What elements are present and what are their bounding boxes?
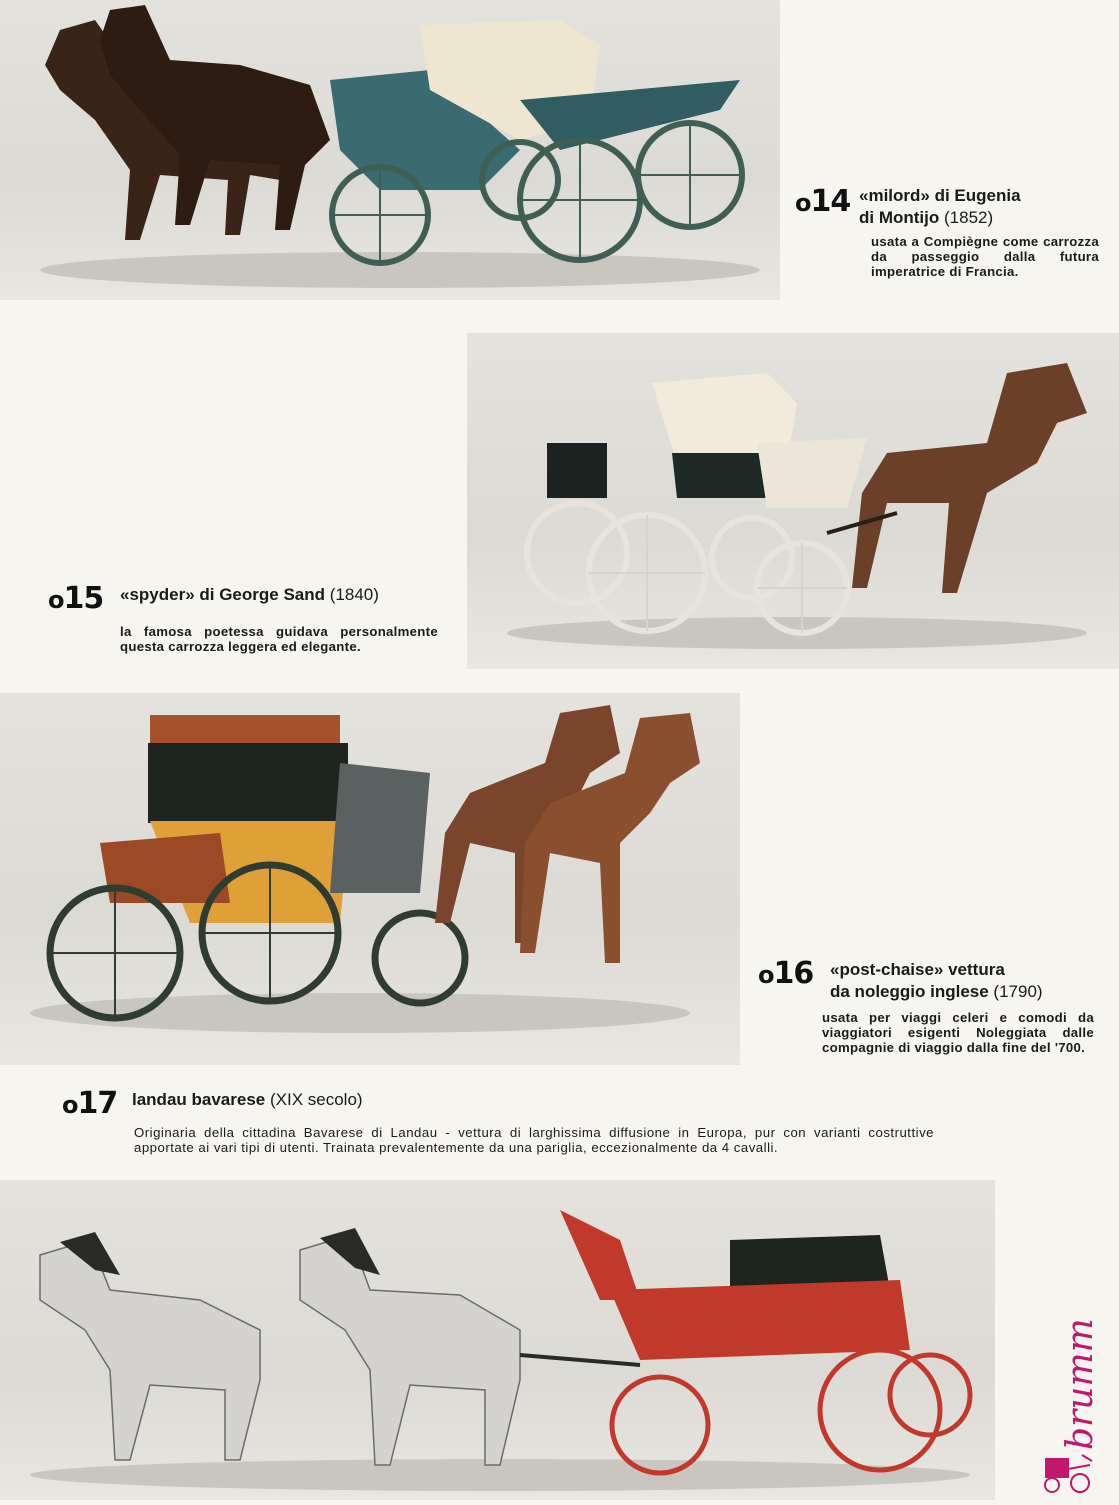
item-title: «spyder» di George Sand — [120, 585, 326, 604]
item-description: usata a Compiègne come carrozza da passeggio dalla futura imperatrice di Francia. — [871, 234, 1099, 279]
item-description: Originaria della cittadina Bavarese di Landau - vettura di larghissima diffusione in Europa, pur con varianti costruttive apportate ai vari tipi di utenti. Trainata prevalentemente da una pariglia, eccezionalmente da 4 cavalli. — [134, 1125, 934, 1155]
item-year: (1852) — [944, 208, 994, 227]
entry-015 — [48, 581, 448, 654]
entry-016 — [758, 956, 1103, 1055]
item-title: «milord» di Eugenia — [859, 186, 1021, 205]
photo-post-chaise — [0, 693, 740, 1065]
item-number: o15 — [48, 581, 104, 616]
brand-logo — [1030, 1230, 1110, 1500]
item-title-line2: da noleggio inglese — [830, 982, 989, 1001]
item-year: (1840) — [329, 585, 379, 604]
brand-logo-text: brumm — [1060, 1318, 1101, 1450]
item-number: o14 — [795, 184, 851, 219]
item-description: usata per viaggi celeri e comodi da viaggiatori esigenti Noleggiata dalle compagnie di viaggio dalla fine del '700. — [822, 1010, 1094, 1055]
item-title-line2: di Montijo — [859, 208, 940, 227]
entry-014 — [795, 186, 1103, 279]
item-number: o16 — [758, 956, 814, 991]
item-title: landau bavarese — [132, 1090, 266, 1109]
entry-017 — [62, 1086, 942, 1155]
photo-spyder — [467, 333, 1119, 669]
item-title: «post-chaise» vettura — [830, 960, 1005, 979]
item-year: (1790) — [993, 982, 1043, 1001]
item-year: (XIX secolo) — [269, 1090, 363, 1109]
item-description: la famosa poetessa guidava personalmente questa carrozza leggera ed elegante. — [120, 624, 438, 654]
photo-milord — [0, 0, 780, 300]
photo-landau — [0, 1180, 995, 1500]
item-number: o17 — [62, 1086, 118, 1121]
